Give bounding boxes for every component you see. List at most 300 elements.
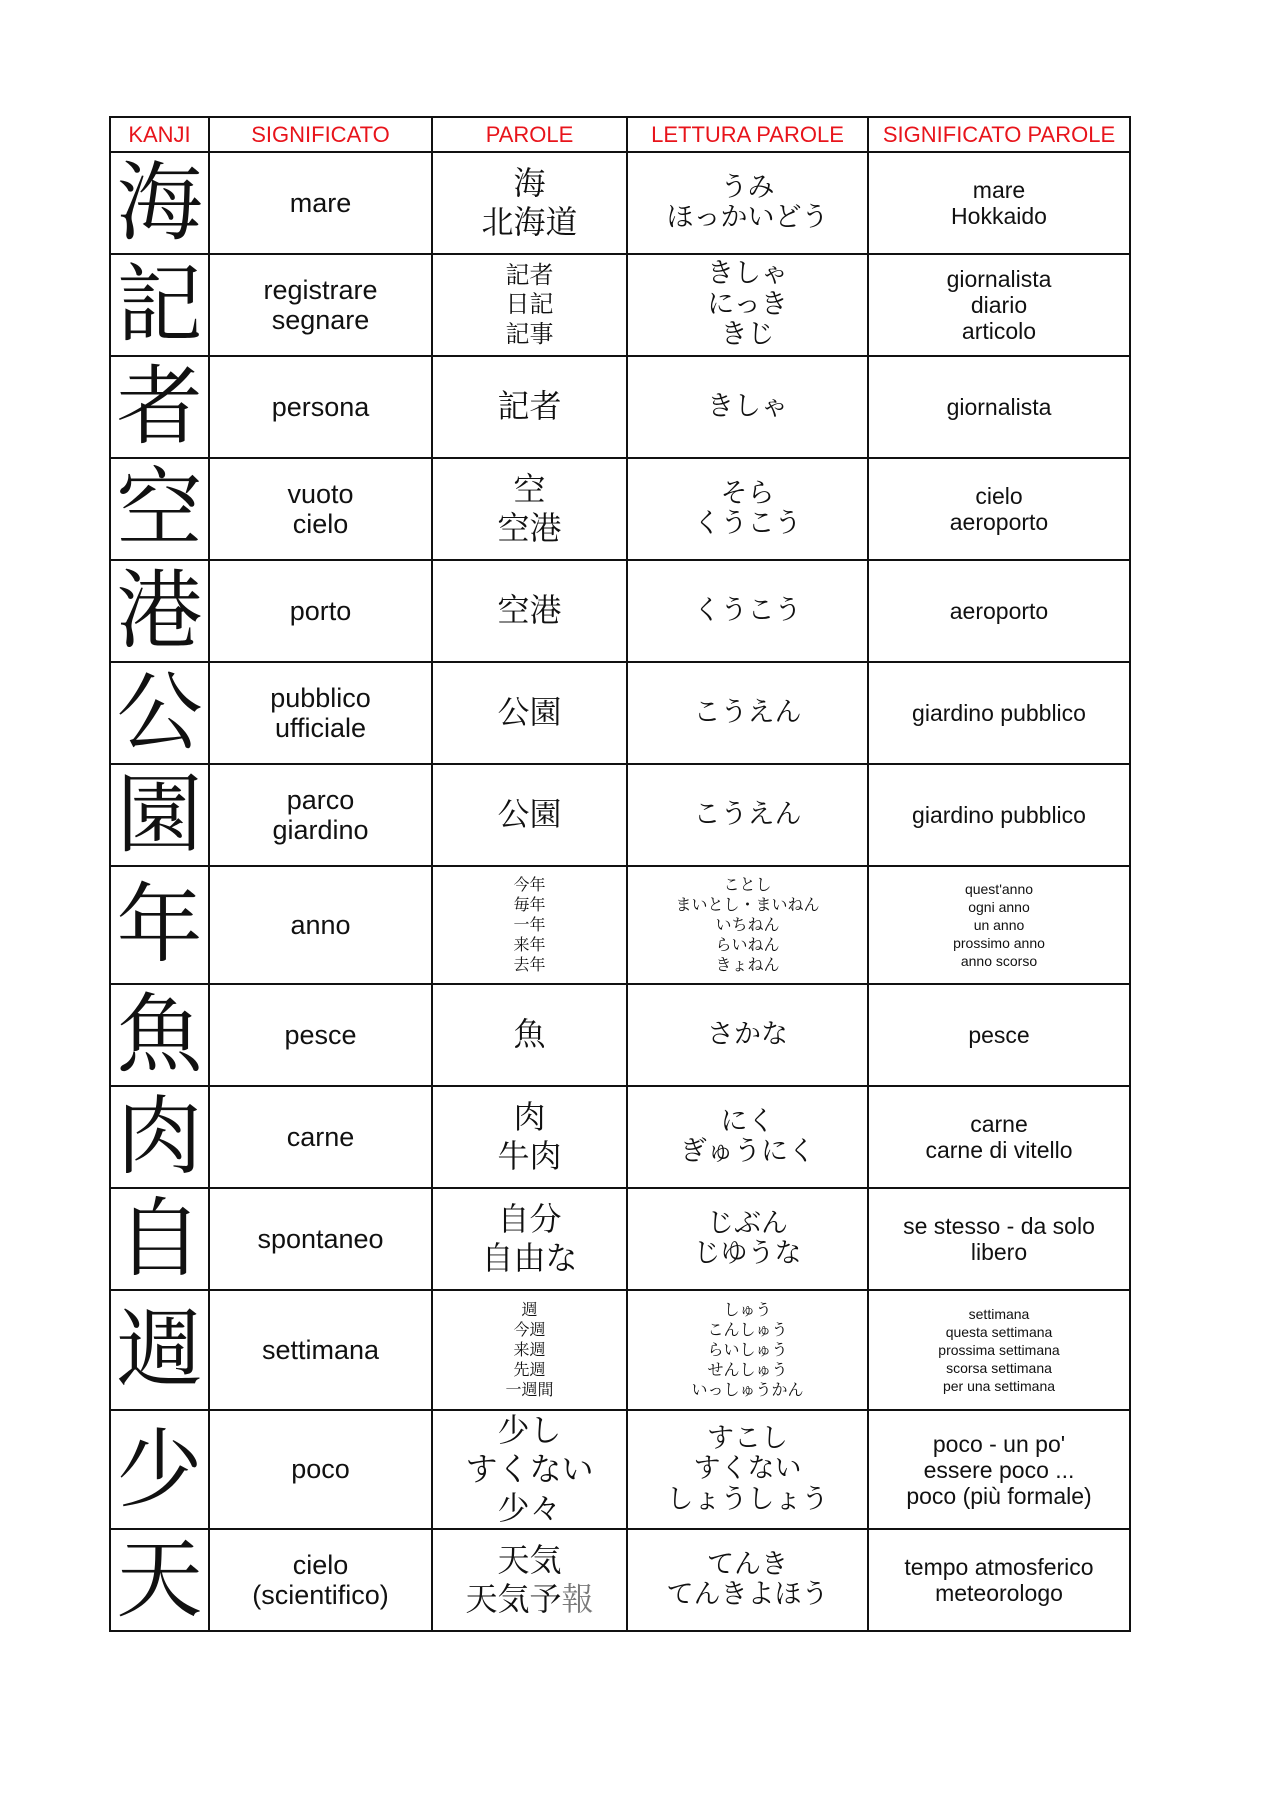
meaning-cell [209, 764, 432, 866]
word-meaning-line [869, 898, 1129, 916]
word-line-text: 今週 [513, 1320, 546, 1339]
meaning-line [210, 188, 431, 219]
word-line-text: 記者 [505, 261, 554, 290]
word-meaning-line [869, 1305, 1129, 1323]
word-line [433, 955, 626, 975]
word-meaning-line-text: meteorologo [935, 1580, 1063, 1607]
word-meaning-line-text: essere poco ... [923, 1456, 1075, 1483]
word-meaning-line-text: carne di vitello [925, 1137, 1073, 1163]
meaning-cell [209, 1086, 432, 1188]
word-meaning-line [869, 292, 1129, 318]
words-cell [432, 356, 627, 458]
reading-line-text: いっしゅうかん [691, 1380, 804, 1399]
meaning-line-text: spontaneo [257, 1223, 384, 1254]
kanji-cell: 天 [110, 1529, 209, 1631]
word-line-text: 来週 [513, 1340, 546, 1359]
word-line-text: 記事 [505, 319, 554, 348]
meaning-cell [209, 458, 432, 560]
meaning-line-text: (scientifico) [252, 1580, 389, 1611]
word-line-text: 週 [521, 1300, 538, 1319]
meaning-line-text: persona [271, 391, 370, 422]
readings-cell [627, 1086, 868, 1188]
reading-line-text: まいとし・まいねん [675, 895, 820, 914]
readings-cell [627, 984, 868, 1086]
word-line [433, 1489, 626, 1528]
word-line [433, 875, 626, 895]
reading-line-text: にく [720, 1105, 775, 1137]
word-meaning-line [869, 483, 1129, 509]
reading-line-text: ぎゅうにく [680, 1136, 815, 1167]
word-line [433, 693, 626, 732]
meaning-line-text: mare [289, 187, 352, 218]
reading-line [628, 259, 867, 290]
word-line [433, 203, 626, 242]
reading-line-text: こうえん [693, 798, 802, 830]
kanji-cell: 海 [110, 152, 209, 254]
meaning-line-text: cielo [292, 509, 349, 539]
meaning-line [210, 509, 431, 540]
words-cell [432, 984, 627, 1086]
reading-line-text: てんきよほう [666, 1579, 829, 1611]
word-meaning-line [869, 1022, 1129, 1048]
word-line-text: 空港 [497, 591, 562, 630]
word-meaning-line [869, 1111, 1129, 1137]
meaning-line [210, 683, 431, 714]
meaning-line-text: settimana [261, 1334, 380, 1365]
meaning-cell [209, 662, 432, 764]
reading-line-text: らいしゅう [707, 1340, 788, 1359]
reading-line-text: いちねん [715, 915, 780, 934]
word-meaning-line-text: questa settimana [945, 1323, 1053, 1340]
kanji-cell: 肉 [110, 1086, 209, 1188]
reading-line-text: じぶん [707, 1207, 788, 1239]
header-row [110, 117, 1130, 152]
reading-line-text: こんしゅう [707, 1320, 788, 1339]
word-meaning-line [869, 1213, 1129, 1239]
word-line [433, 1580, 626, 1619]
word-meaning-line-text: Hokkaido [951, 203, 1047, 229]
reading-line-text: しゅう [723, 1300, 772, 1319]
table-row [110, 356, 1130, 458]
word-meanings-cell [868, 1410, 1130, 1529]
word-line-text: 少し [497, 1411, 562, 1449]
kanji-cell: 年 [110, 866, 209, 984]
reading-line-text: きょねん [715, 955, 780, 974]
header-kanji: KANJI [110, 117, 209, 152]
reading-line-text: しょうしょう [666, 1483, 829, 1515]
meaning-line [210, 713, 431, 744]
reading-line-text: ほっかいどう [666, 202, 829, 233]
reading-line [628, 203, 867, 234]
reading-line-text: じゆうな [693, 1238, 802, 1269]
word-meaning-line [869, 952, 1129, 970]
word-meanings-cell [868, 764, 1130, 866]
reading-line-text: すくない [693, 1453, 802, 1485]
table-row [110, 1290, 1130, 1410]
word-line-text: 北海道 [481, 203, 578, 241]
muted-char: 報 [561, 1580, 594, 1619]
readings-cell [627, 1188, 868, 1290]
readings-cell [627, 662, 868, 764]
words-cell [432, 662, 627, 764]
word-meaning-line [869, 1580, 1129, 1606]
word-meaning-line-text: quest'anno [964, 880, 1034, 897]
meaning-line [210, 785, 431, 816]
word-meaning-line-text: articolo [961, 317, 1037, 344]
word-line [433, 261, 626, 290]
word-line-text: 少々 [497, 1489, 562, 1528]
table-row [110, 1188, 1130, 1290]
word-meaning-line-text: settimana [968, 1305, 1030, 1322]
word-meaning-line [869, 1431, 1129, 1457]
table-row [110, 1086, 1130, 1188]
readings-cell [627, 1410, 868, 1529]
word-meaning-line-text: libero [970, 1239, 1028, 1265]
kanji-cell: 自 [110, 1188, 209, 1290]
meaning-line-text: vuoto [287, 478, 354, 509]
table-row [110, 560, 1130, 662]
word-line [433, 1380, 626, 1400]
word-meaning-line [869, 1239, 1129, 1265]
word-meaning-line-text: un anno [973, 916, 1025, 933]
reading-line [628, 1340, 867, 1360]
word-line [433, 1450, 626, 1489]
word-meanings-cell [868, 1290, 1130, 1410]
word-line [433, 387, 626, 426]
reading-line [628, 392, 867, 423]
meaning-line [210, 1580, 431, 1611]
reading-line-text: そら [720, 477, 775, 509]
reading-line [628, 935, 867, 955]
words-cell [432, 1086, 627, 1188]
reading-line-text: こうえん [693, 696, 802, 728]
reading-line [628, 1107, 867, 1138]
meaning-line [210, 1454, 431, 1485]
word-line-text: 公園 [497, 693, 562, 732]
word-meaning-line-text: anno scorso [960, 953, 1038, 970]
word-meaning-line-text: giardino pubblico [912, 802, 1086, 828]
meaning-line-text: porto [289, 595, 352, 626]
word-line-text: 一週間 [505, 1380, 554, 1399]
word-meaning-line [869, 203, 1129, 229]
meaning-cell [209, 1188, 432, 1290]
word-line-text: 魚 [513, 1015, 546, 1054]
word-meaning-line [869, 266, 1129, 292]
word-meaning-line-text: scorsa settimana [946, 1360, 1052, 1377]
word-line [433, 1340, 626, 1360]
word-meanings-cell [868, 1529, 1130, 1631]
word-line-text: 空 [513, 469, 546, 508]
reading-line [628, 1454, 867, 1485]
word-meaning-line [869, 880, 1129, 898]
word-line-text: 牛肉 [497, 1137, 562, 1175]
word-line-text: すくない [465, 1450, 594, 1489]
meaning-cell [209, 1529, 432, 1631]
reading-line-text: うみ [720, 171, 775, 203]
meaning-cell [209, 356, 432, 458]
word-line-text: 公園 [497, 795, 562, 834]
words-cell [432, 764, 627, 866]
word-meaning-line-text: giornalista [946, 394, 1052, 420]
word-line [433, 935, 626, 955]
word-meaning-line [869, 934, 1129, 952]
word-meanings-cell [868, 458, 1130, 560]
word-meaning-line-text: giardino pubblico [912, 700, 1086, 726]
word-meaning-line-text: tempo atmosferico [904, 1554, 1094, 1581]
meaning-cell [209, 254, 432, 356]
meaning-line-text: cielo [292, 1549, 349, 1580]
meaning-line-text: segnare [271, 305, 370, 335]
meaning-line-text: pesce [284, 1019, 357, 1050]
readings-cell [627, 1529, 868, 1631]
word-line-text: 先週 [513, 1360, 546, 1379]
word-line [433, 1300, 626, 1320]
reading-line [628, 1485, 867, 1516]
word-meaning-line-text: per una settimana [942, 1378, 1056, 1395]
word-meaning-line-text: pesce [968, 1022, 1030, 1048]
reading-line [628, 1360, 867, 1380]
readings-cell [627, 866, 868, 984]
reading-line [628, 290, 867, 321]
words-cell [432, 458, 627, 560]
reading-line-text: くうこう [693, 508, 802, 539]
reading-line [628, 173, 867, 204]
words-cell [432, 1529, 627, 1631]
meaning-cell [209, 866, 432, 984]
readings-cell [627, 458, 868, 560]
reading-line-text: さかな [707, 1018, 788, 1050]
reading-line [628, 955, 867, 975]
meaning-line [210, 1550, 431, 1581]
word-meaning-line-text: cielo [975, 483, 1023, 510]
word-line [433, 915, 626, 935]
reading-line [628, 320, 867, 351]
word-line-text: 海 [513, 163, 546, 202]
word-meaning-line [869, 1457, 1129, 1483]
words-cell [432, 1410, 627, 1529]
kanji-cell: 公 [110, 662, 209, 764]
kanji-cell: 記 [110, 254, 209, 356]
word-meanings-cell [868, 1086, 1130, 1188]
word-line-text: 今年 [513, 875, 546, 894]
word-meaning-line-text: mare [972, 177, 1026, 204]
word-line [433, 1360, 626, 1380]
word-line [433, 320, 626, 349]
word-meaning-line [869, 1377, 1129, 1395]
word-meaning-line-text: prossimo anno [953, 935, 1045, 952]
readings-cell [627, 1290, 868, 1410]
meaning-cell [209, 984, 432, 1086]
kanji-cell: 少 [110, 1410, 209, 1529]
reading-line-text: せんしゅう [707, 1360, 788, 1379]
word-line-text: 天気予 [465, 1580, 562, 1619]
word-meaning-line [869, 394, 1129, 420]
reading-line-text: てんき [707, 1548, 788, 1580]
meaning-line-text: giardino [272, 815, 369, 845]
reading-line [628, 1020, 867, 1051]
readings-cell [627, 254, 868, 356]
reading-line [628, 1209, 867, 1240]
meaning-line [210, 275, 431, 306]
table-row [110, 984, 1130, 1086]
meaning-line [210, 479, 431, 510]
word-meanings-cell [868, 984, 1130, 1086]
meaning-line [210, 1020, 431, 1051]
reading-line-text: にっき [707, 288, 788, 320]
reading-line [628, 509, 867, 540]
word-meanings-cell [868, 254, 1130, 356]
meaning-line [210, 392, 431, 423]
reading-line-text: きしゃ [707, 390, 788, 422]
meaning-line-text: poco [291, 1454, 350, 1485]
word-meanings-cell [868, 866, 1130, 984]
reading-line-text: ことし [723, 875, 772, 894]
reading-line-text: くうこう [693, 594, 802, 626]
reading-line [628, 1424, 867, 1455]
word-meanings-cell [868, 1188, 1130, 1290]
meaning-line-text: registrare [263, 274, 378, 305]
meaning-cell [209, 1290, 432, 1410]
word-meaning-line-text: aeroporto [949, 509, 1049, 535]
meaning-cell [209, 1410, 432, 1529]
readings-cell [627, 560, 868, 662]
meaning-line-text: anno [290, 909, 351, 940]
kanji-cell: 者 [110, 356, 209, 458]
word-meaning-line [869, 1483, 1129, 1509]
header-parole: PAROLE [432, 117, 627, 152]
word-meanings-cell [868, 662, 1130, 764]
word-meanings-cell [868, 152, 1130, 254]
reading-line [628, 915, 867, 935]
word-line [433, 1015, 626, 1054]
word-meaning-line [869, 1341, 1129, 1359]
word-meaning-line [869, 318, 1129, 344]
word-line [433, 1320, 626, 1340]
word-line [433, 795, 626, 834]
word-line-text: 記者 [497, 387, 562, 426]
word-meaning-line [869, 177, 1129, 203]
table-row [110, 1529, 1130, 1631]
meaning-line [210, 1335, 431, 1366]
meaning-line [210, 815, 431, 846]
word-meanings-cell [868, 356, 1130, 458]
word-line [433, 895, 626, 915]
meaning-line-text: ufficiale [274, 713, 367, 743]
word-line-text: 一年 [513, 915, 546, 934]
words-cell [432, 1188, 627, 1290]
meaning-line [210, 1122, 431, 1153]
word-line [433, 164, 626, 203]
kanji-cell: 魚 [110, 984, 209, 1086]
word-meaning-line-text: ogni anno [968, 898, 1030, 915]
word-meaning-line [869, 1359, 1129, 1377]
reading-line-text: きしゃ [707, 258, 788, 290]
table-row [110, 1410, 1130, 1529]
word-line-text: 日記 [505, 290, 554, 319]
word-meaning-line [869, 916, 1129, 934]
reading-line [628, 1320, 867, 1340]
meaning-line-text: pubblico [270, 682, 371, 713]
word-meaning-line [869, 1137, 1129, 1163]
header-significato: SIGNIFICATO [209, 117, 432, 152]
kanji-cell: 空 [110, 458, 209, 560]
word-meaning-line [869, 509, 1129, 535]
word-line [433, 1541, 626, 1580]
reading-line [628, 895, 867, 915]
header-significato-parole: SIGNIFICATO PAROLE [868, 117, 1130, 152]
table-row [110, 764, 1130, 866]
reading-line-text: きじ [720, 319, 775, 351]
meaning-line [210, 596, 431, 627]
word-meaning-line-text: prossima settimana [938, 1341, 1060, 1358]
words-cell [432, 254, 627, 356]
word-line [433, 290, 626, 319]
reading-line [628, 1380, 867, 1400]
word-meaning-line-text: carne [970, 1111, 1028, 1138]
reading-line [628, 698, 867, 729]
word-meaning-line-text: poco - un po' [932, 1430, 1066, 1457]
meaning-line [210, 305, 431, 336]
word-line-text: 自分 [497, 1199, 562, 1238]
word-meanings-cell [868, 560, 1130, 662]
word-line [433, 1239, 626, 1278]
word-meaning-line-text: poco (più formale) [906, 1482, 1092, 1509]
reading-line [628, 596, 867, 627]
word-meaning-line [869, 1554, 1129, 1580]
word-line [433, 509, 626, 548]
word-meaning-line-text: diario [970, 292, 1028, 318]
word-line [433, 1200, 626, 1239]
table-row [110, 866, 1130, 984]
reading-line [628, 1550, 867, 1581]
word-meaning-line [869, 700, 1129, 726]
meaning-line-text: carne [286, 1121, 355, 1152]
reading-line [628, 875, 867, 895]
word-line-text: 毎年 [513, 895, 546, 914]
table-row [110, 662, 1130, 764]
header-lettura-parole: LETTURA PAROLE [627, 117, 868, 152]
word-meaning-line [869, 802, 1129, 828]
words-cell [432, 866, 627, 984]
table-row [110, 458, 1130, 560]
readings-cell [627, 764, 868, 866]
reading-line-text: すこし [707, 1422, 788, 1454]
meaning-cell [209, 152, 432, 254]
words-cell [432, 560, 627, 662]
meaning-line [210, 1224, 431, 1255]
words-cell [432, 152, 627, 254]
kanji-table [109, 116, 1131, 1632]
reading-line-text: らいねん [715, 935, 780, 954]
readings-cell [627, 356, 868, 458]
reading-line [628, 1239, 867, 1270]
reading-line [628, 1300, 867, 1320]
word-line-text: 去年 [513, 955, 546, 974]
word-line-text: 肉 [513, 1097, 546, 1136]
table-row [110, 152, 1130, 254]
word-meaning-line-text: aeroporto [949, 598, 1049, 624]
reading-line [628, 800, 867, 831]
meaning-cell [209, 560, 432, 662]
word-meaning-line-text: giornalista [946, 266, 1052, 293]
kanji-cell: 園 [110, 764, 209, 866]
word-line [433, 470, 626, 509]
word-meaning-line-text: se stesso - da solo [903, 1213, 1095, 1240]
kanji-cell: 港 [110, 560, 209, 662]
word-line [433, 591, 626, 630]
word-line-text: 自由な [481, 1239, 578, 1277]
meaning-line-text: parco [286, 784, 355, 815]
